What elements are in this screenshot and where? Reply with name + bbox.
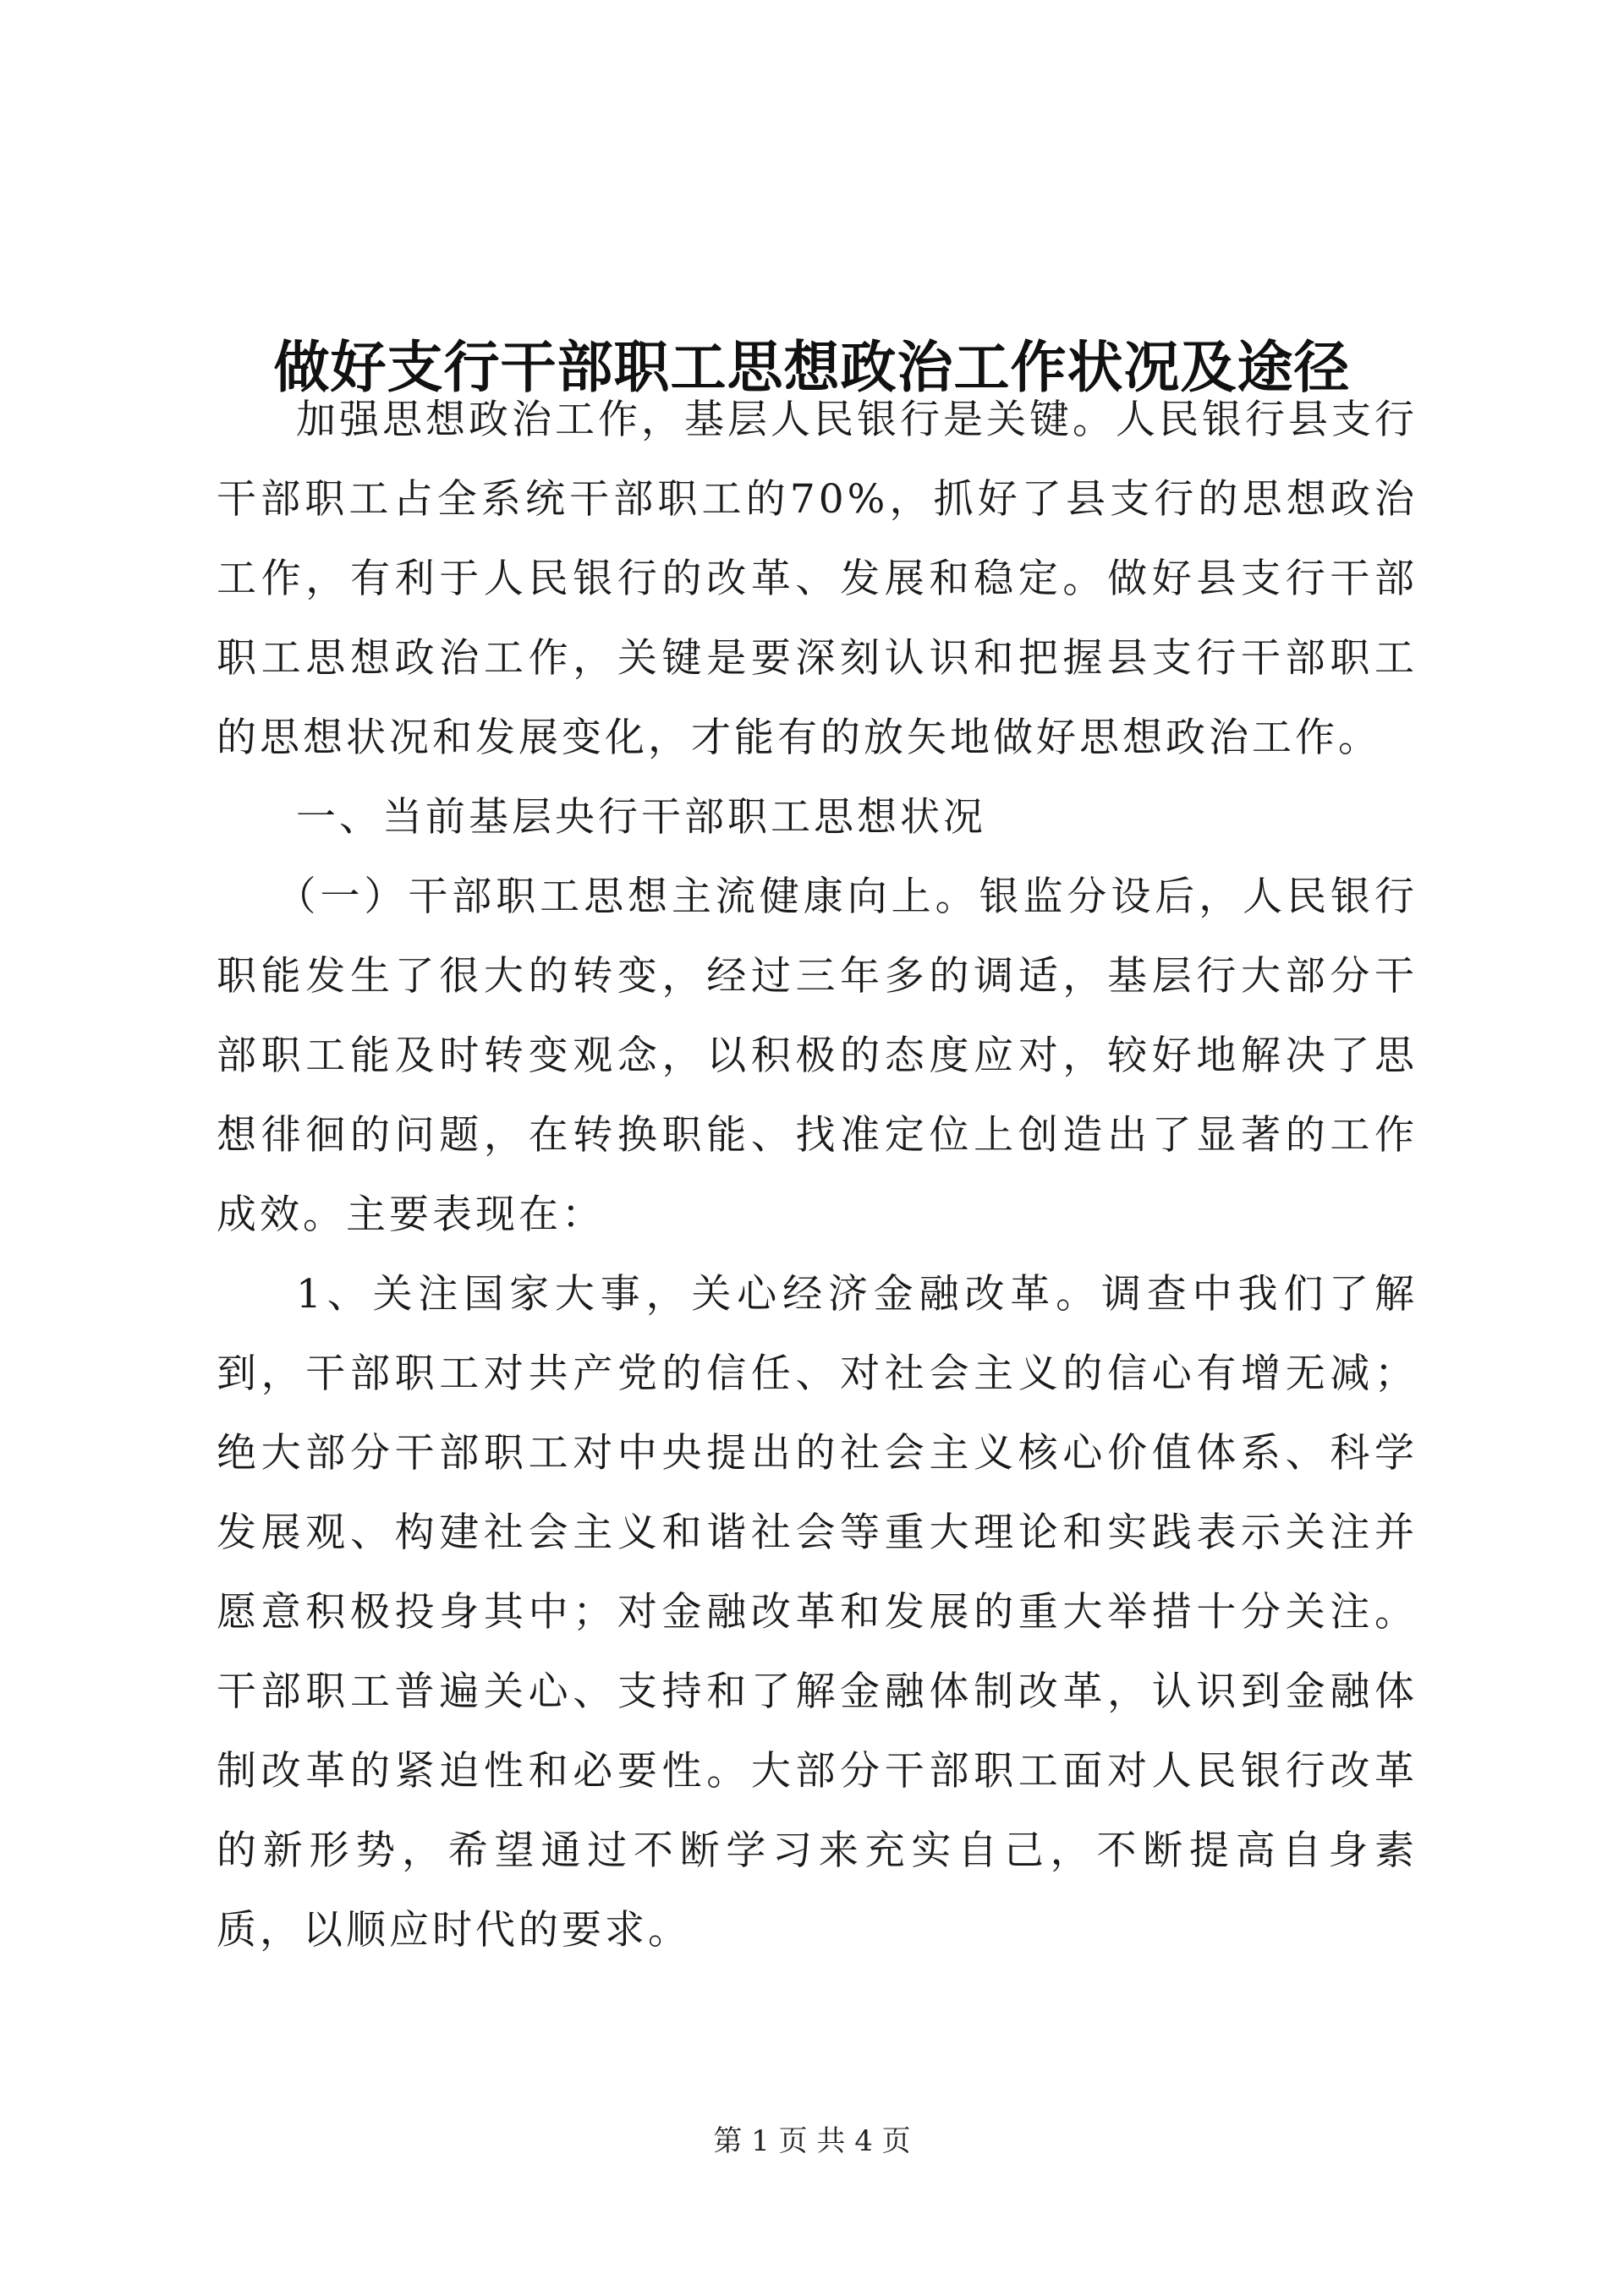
document-body (217, 381, 1418, 1970)
page-indicator: 第 1 页 共 4 页 (713, 2124, 911, 2158)
document-title: 做好支行干部职工思想政治工作状况及途径 (273, 334, 1351, 401)
section-heading: 一、当前基层央行干部职工思想状况 (296, 794, 986, 841)
intro-paragraph: 加强思想政治工作，基层人民银行是关键。人民银行县支行干部职工占全系统干部职工的70%，抓好了县支行的思想政治工作，有利于人民银行的改革、发展和稳定。做好县支行干部职工思想政治工作，关键是要深刻认识和把握县支行干部职工的思想状况和发展变化，才能有的放矢地做好思想政治工作。 (217, 397, 1418, 761)
point-paragraph: 1、关注国家大事，关心经济金融改革。调查中我们了解到，干部职工对共产党的信任、对社会主义的信心有增无减；绝大部分干部职工对中央提出的社会主义核心价值体系、科学发展观、构建社会主义和谐社会等重大理论和实践表示关注并愿意积极投身其中；对金融改革和发展的重大举措十分关注。干部职工普遍关心、支持和了解金融体制改革，认识到金融体制改革的紧迫性和必要性。大部分干部职工面对人民银行改革的新形势，希望通过不断学习来充实自己，不断提高自身素质，以顺应时代的要求。 (217, 1271, 1418, 1954)
subsection-paragraph: （一）干部职工思想主流健康向上。银监分设后，人民银行职能发生了很大的转变，经过三年多的调适，基层行大部分干部职工能及时转变观念，以积极的态度应对，较好地解决了思想徘徊的问题，在转换职能、找准定位上创造出了显著的工作成效。主要表现在： (217, 874, 1418, 1238)
